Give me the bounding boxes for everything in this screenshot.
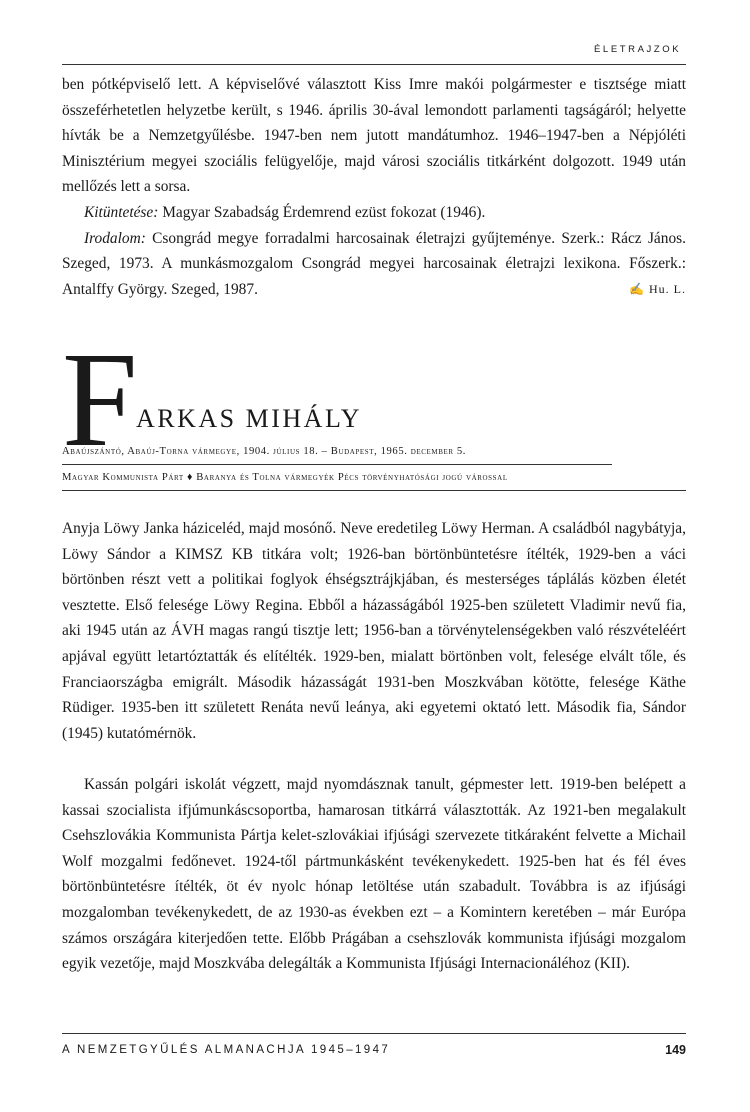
biography-paragraph-1: Anyja Löwy Janka háziceléd, majd mosónő. Neve eredetileg Löwy Herman. A családból nagybátyja, Löwy Sándor a KIMSZ KB titkára volt; 1926-ban börtönbüntetésre ítélték, 1929-ben a váci börtönben részt vett a politikai foglyok éhségsztrájkjában, és mesterséges táplálás közben életét vesztette. Első felesége Löwy Regina. Ebből a házasságából 1925-ben született Vladimir nevű fia, aki 1945 után az ÁVH magas rangú tisztje lett; 1956-ban a törvénytelenségekben való részvételéért apjával együtt letartóztatták és elítélték. 1929-ben, mialatt börtönben volt, felesége elvált tőle, és Franciaországba emigrált. Második házasságát 1931-ben Moszkvában kötötte, felesége Käthe Rüdiger. 1935-ben itt született Renáta nevű leánya, aki egyetemi oktató lett. Második fia, Sándor (1945) kutatómérnök. — [62, 520, 686, 742]
pen-icon: ✍ — [629, 281, 645, 296]
awards-line — [62, 200, 686, 226]
running-head: ÉLETRAJZOK — [594, 44, 682, 55]
entry-name-rest: ARKAS MIHÁLY — [136, 404, 363, 433]
page-number: 149 — [665, 1043, 686, 1057]
awards-label: Kitüntetése: — [84, 203, 159, 221]
meta-rule-2 — [62, 490, 686, 491]
name-initial: F — [62, 325, 138, 475]
entry-name — [136, 404, 362, 434]
birth-death-line: Abaújszántó, Abaúj-Torna vármegye, 1904. július 18. – Budapest, 1965. december 5. — [62, 446, 467, 457]
literature-text: Csongrád megye forradalmi harcosainak életrajzi gyűjteménye. Szerk.: Rácz János. Szeged, 1973. A munkásmozgalom Csongrád megyei harcosainak életrajzi lexikona. Főszerk.: Antalffy György. Szeged, 1987. — [62, 229, 686, 298]
footer-book-title: A NEMZETGYŰLÉS ALMANACHJA 1945–1947 — [62, 1044, 391, 1056]
meta-rule-1 — [62, 464, 612, 465]
party-constituency-line: Magyar Kommunista Párt ♦ Baranya és Tolna vármegyék Pécs törvényhatósági jogú várossal — [62, 472, 508, 483]
biography-paragraph-2: Kassán polgári iskolát végzett, majd nyomdásznak tanult, gépmester lett. 1919-ben belépett a kassai szocialista ifjúmunkáscsoportba, hamarosan titkárrá választották. Az 1921-ben megalakult Csehszlovákia Kommunista Pártja kelet-szlovákiai ifjúsági szervezete titkáraként felvette a Michail Wolf mozgalmi fedőnevet. 1924-től pártmunkásként tevékenykedett. 1925-ben hat és fél éves börtönbüntetésre ítélték, öt év nyolc hónap letöltése után szabadult. Továbbra is az ifjúsági mozgalomban tevékenykedett, de az 1930-as években ezt – a Komintern keretében – már Európa számos országára kiterjedően tette. Előbb Prágában a csehszlovák kommunista ifjúsági mozgalom egyik vezetője, majd Moszkvába delegálták a Kommunista Ifjúsági Internacionáléhoz (KII). — [62, 776, 686, 973]
literature-line — [62, 226, 686, 303]
previous-entry-text — [62, 72, 686, 302]
author-signature — [607, 277, 686, 303]
previous-entry-paragraph: ben pótképviselő lett. A képviselővé választott Kiss Imre makói polgármester e tisztsége miatt összeférhetetlen helyzetbe került, s 1946. április 30-ával lemondott parlamenti tagságáról; helyette hívták be a Nemzetgyűlésbe. 1947-ben nem jutott mandátumhoz. 1946–1947-ben a Népjóléti Minisztérium megyei szociális felügyelője, majd városi szociális titkárként dolgozott. 1949 után mellőzés lett a sorsa. — [62, 76, 686, 196]
footer-rule — [62, 1033, 686, 1034]
awards-text: Magyar Szabadság Érdemrend ezüst fokozat (1946). — [158, 203, 486, 221]
signature-text: Hu. L. — [649, 281, 686, 296]
literature-label: Irodalom: — [84, 229, 146, 247]
header-rule — [62, 64, 686, 65]
